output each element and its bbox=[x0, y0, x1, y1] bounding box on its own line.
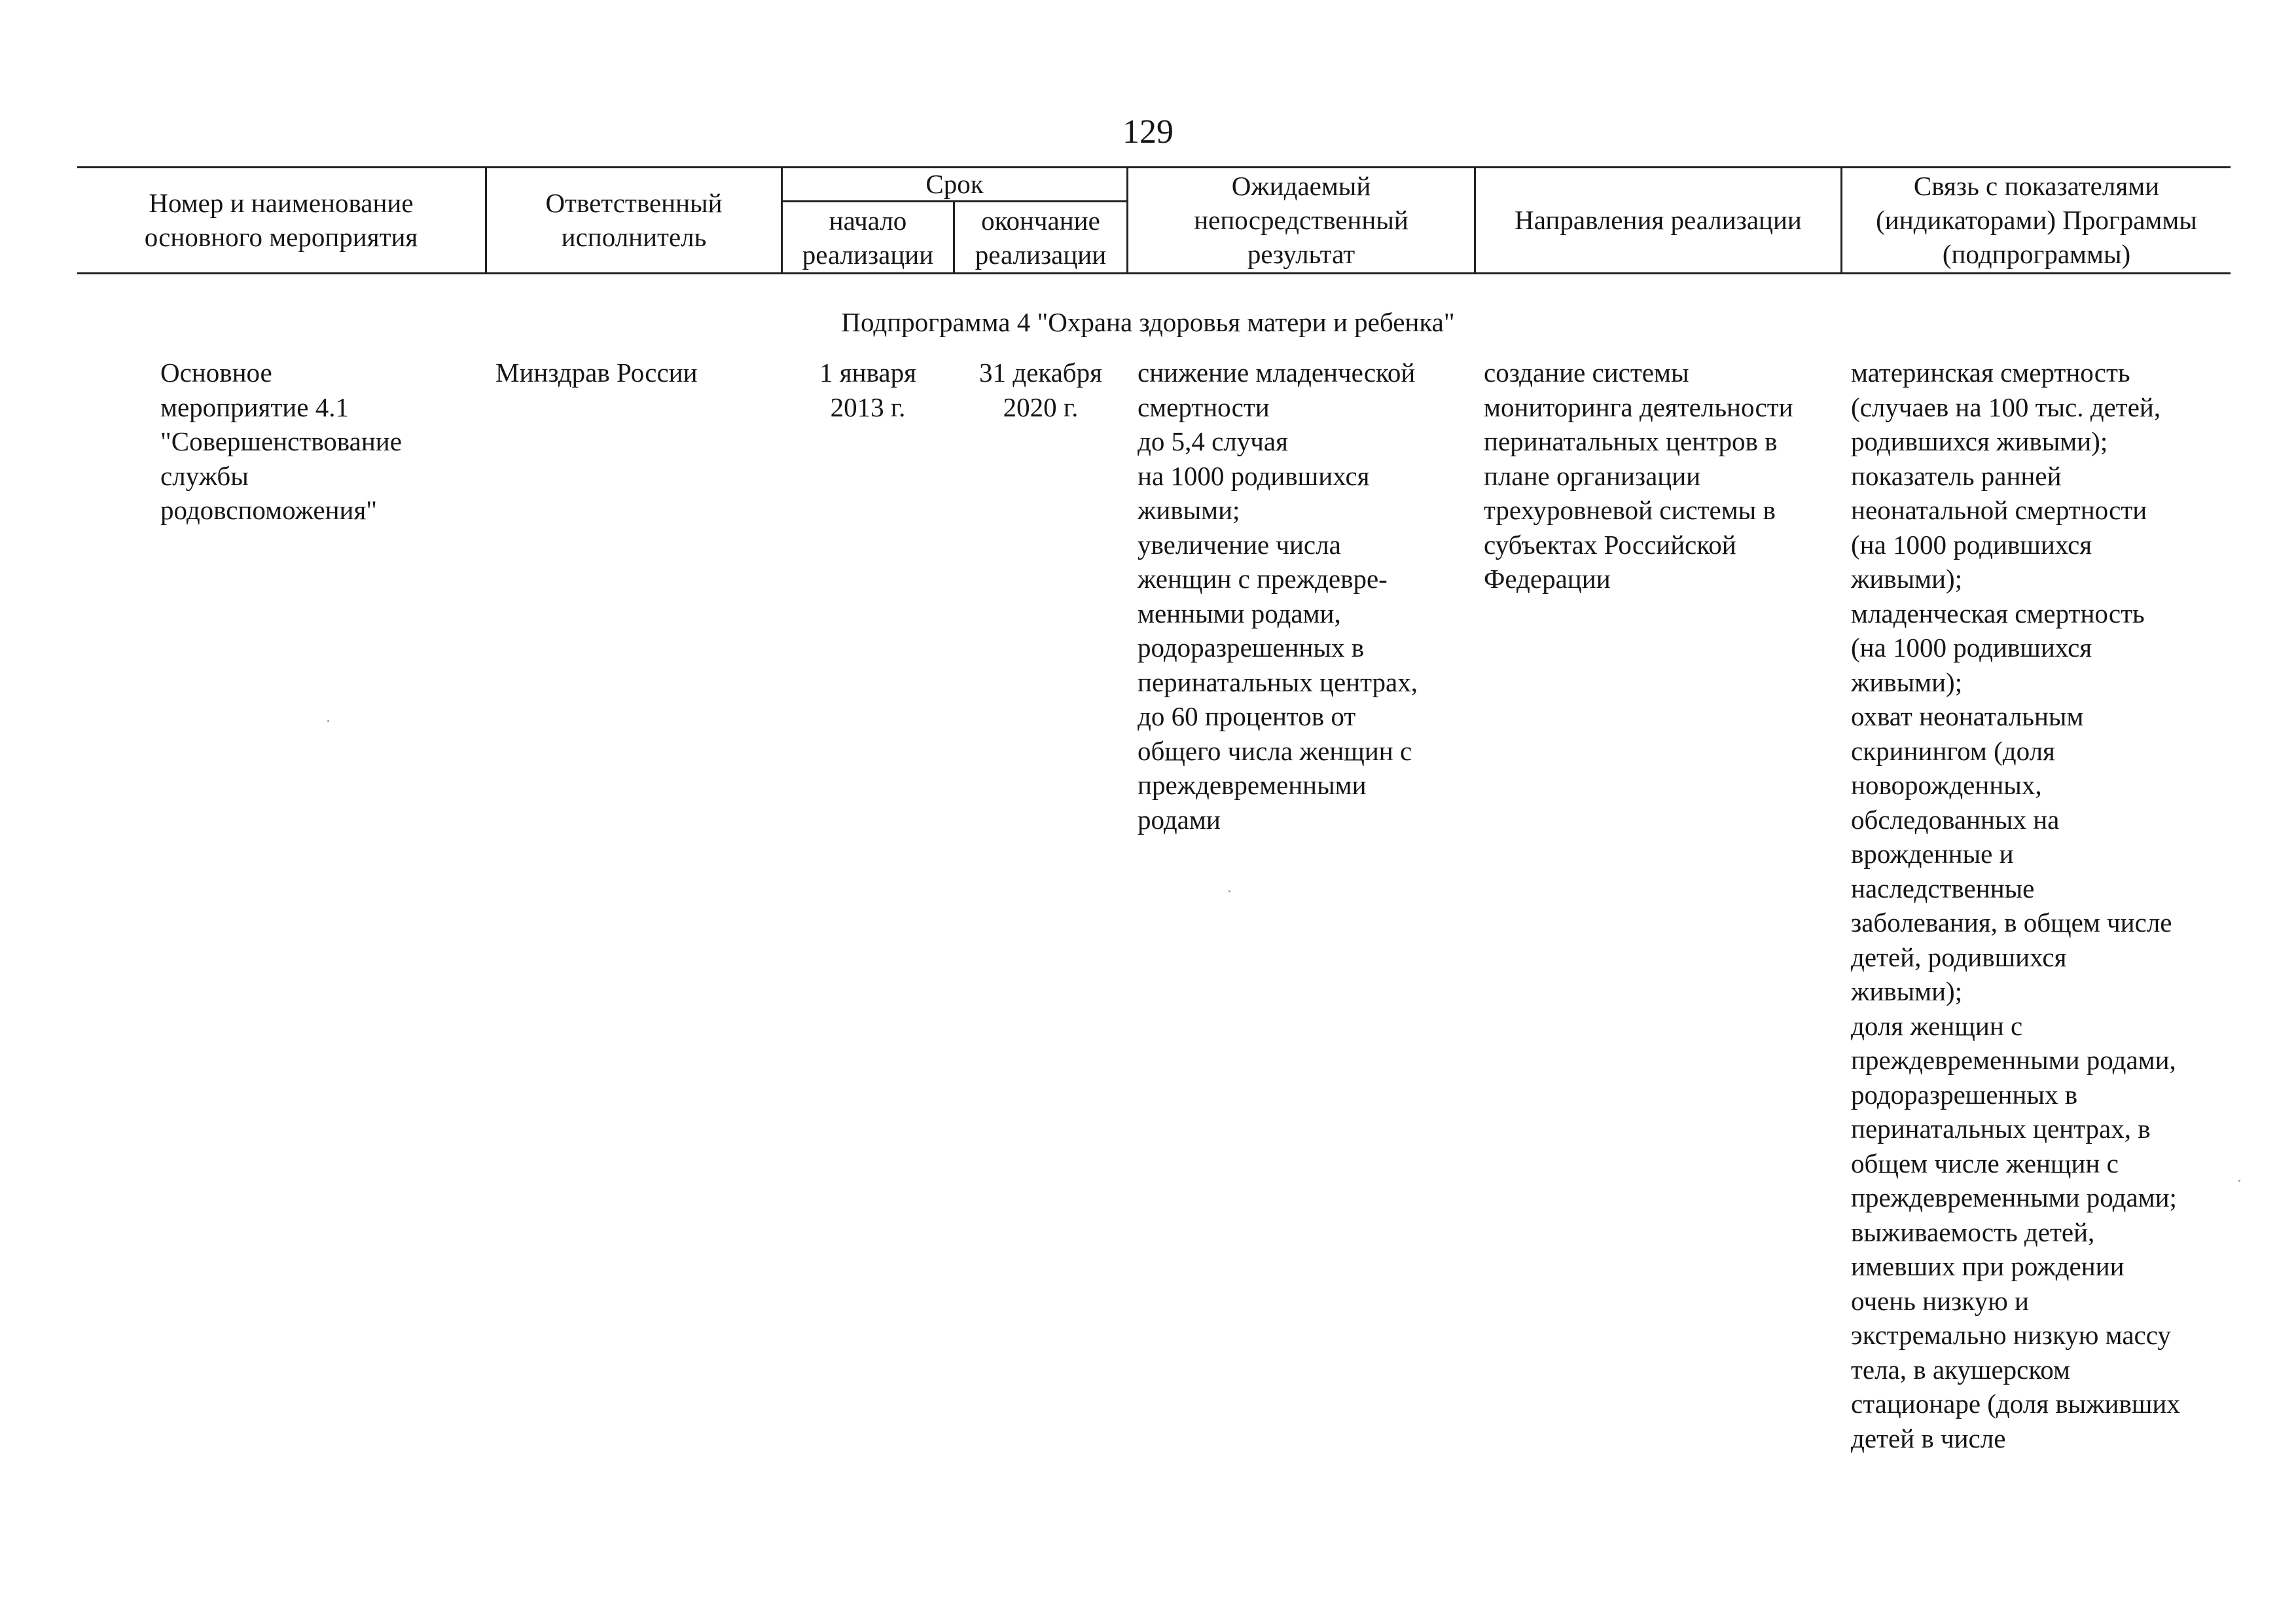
end-date: 31 декабря 2020 г. bbox=[978, 357, 1103, 422]
header-bottom-rule bbox=[77, 272, 2231, 274]
scan-speck bbox=[327, 720, 329, 722]
header-end: окончание реализации bbox=[975, 205, 1107, 270]
scan-speck bbox=[1229, 890, 1230, 892]
start-date: 1 января 2013 г. bbox=[819, 357, 916, 422]
header-directions: Направления реализации bbox=[1515, 205, 1802, 235]
implementation-directions: создание системы мониторинга деятельности перинатальных центров в плане организации трехуровневой системы в субъектах Российской Федерации bbox=[1484, 357, 1793, 594]
header-indicators: Связь с показателями (индикаторами) Программы (подпрограммы) bbox=[1876, 171, 2197, 269]
executor: Минздрав России bbox=[495, 357, 698, 388]
header-term: Срок bbox=[925, 169, 984, 199]
header-executor: Ответственный исполнитель bbox=[545, 188, 723, 252]
scan-speck bbox=[2238, 1180, 2240, 1182]
expected-result: снижение младенческой смертности до 5,4 случая на 1000 родившихся живыми; увеличение числа женщин с преждевре- менными родами, родоразрешенных в перинатальных центрах, до 60 процентов от общего числа женщин с преждевременными родами bbox=[1138, 357, 1418, 835]
page-number: 129 bbox=[1122, 113, 1174, 151]
header-event: Номер и наименование основного мероприятия bbox=[144, 188, 418, 252]
event-name: Основное мероприятие 4.1 "Совершенствование службы родовспоможения" bbox=[160, 357, 402, 525]
header-start: начало реализации bbox=[802, 205, 934, 270]
indicators-link: материнская смертность (случаев на 100 тыс. детей, родившихся живыми); показатель ранней неонатальной смертности (на 1000 родившихся живыми); младенческая смертность (на 1000 родившихся живыми); охват неонатальным скринингом (доля новорожденных, обследованных на врожденные и наследственные заболевания, в общем числе детей, родившихся живыми); доля женщин с преждевременными родами, родоразрешенных в перинатальных центрах, в общем числе женщин с преждевременными родами; выживаемость детей, имевших при рождении очень низкую и экстремально низкую массу тела, в акушерском стационаре (доля выживших детей в числе bbox=[1851, 357, 2180, 1453]
header-result: Ожидаемый непосредственный результат bbox=[1194, 171, 1408, 269]
subprogram-title: Подпрограмма 4 "Охрана здоровья матери и ребенка" bbox=[841, 307, 1455, 337]
